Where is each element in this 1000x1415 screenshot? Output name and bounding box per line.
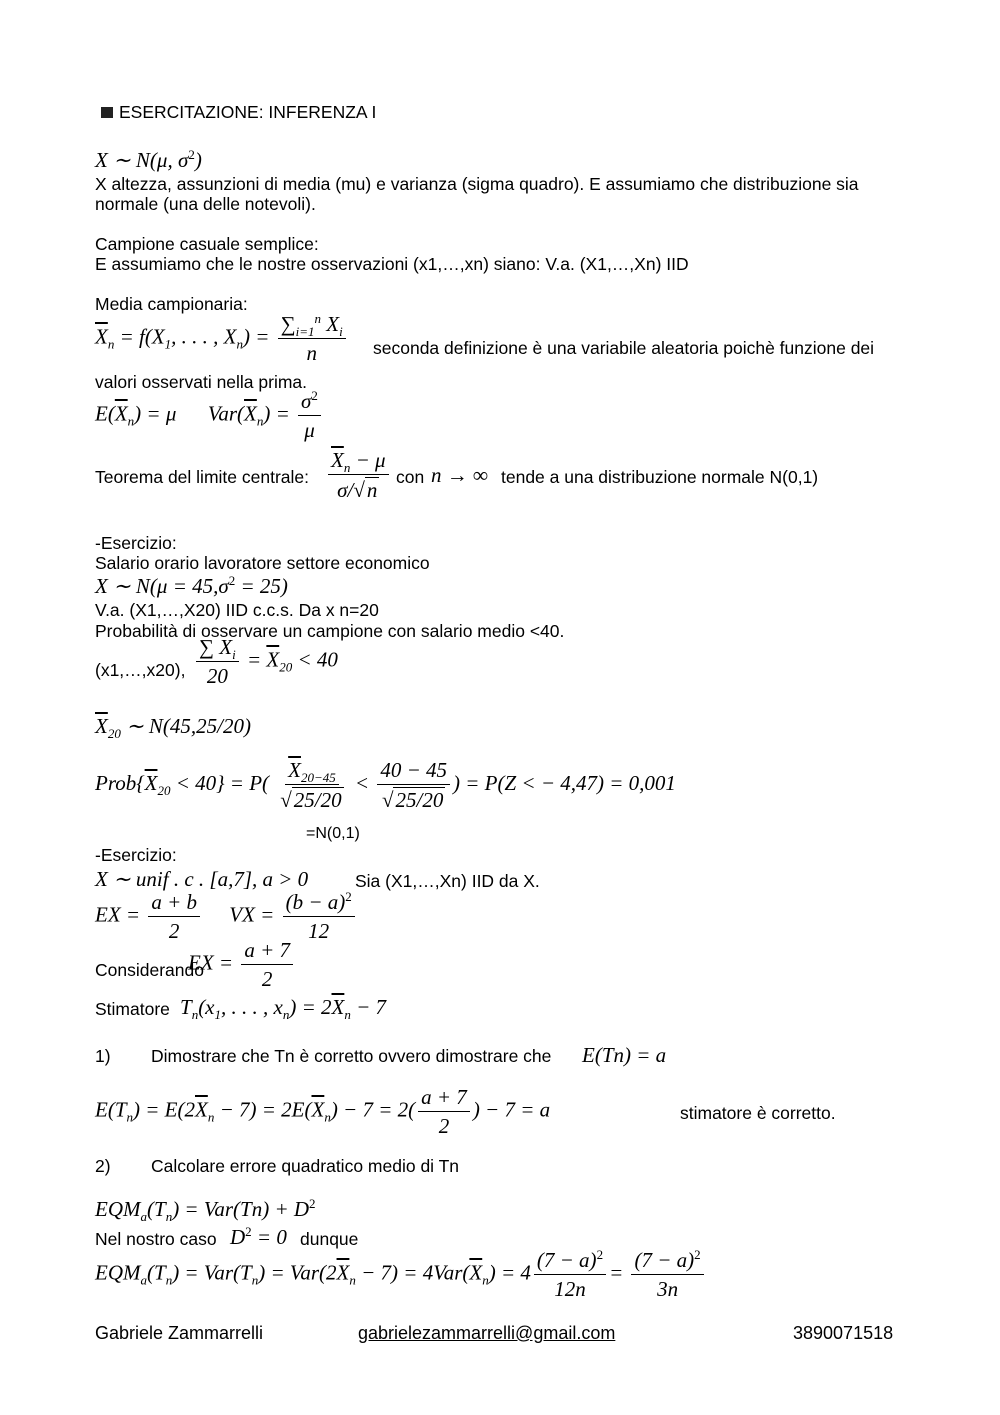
- stimatore-label: Stimatore: [95, 999, 170, 1019]
- formula-step-1-target: E(Tn) = a: [582, 1043, 667, 1067]
- n01-note: =N(0,1): [306, 825, 360, 842]
- footer-phone: 3890071518: [793, 1323, 894, 1343]
- formula-tlc-fraction: $\frac{\overline{X}_n - \mu}{\sigma/√n}$: [325, 448, 392, 502]
- step-1-text: Dimostrare che Tn è corretto ovvero dimostrare che: [151, 1046, 552, 1066]
- step-1-conclusion: stimatore è corretto.: [680, 1103, 836, 1123]
- step-1-number: 1): [95, 1046, 111, 1066]
- formula-tlc-limit: n → ∞: [431, 463, 488, 487]
- formula-expectation-variance: $E(\overline{X}_n) = \mu$ $Var(\overline{X}_n)$ = $\frac{\sigma^2}{\mu}$: [95, 389, 324, 442]
- formula-probability: $Prob\{\overline{X}_{20} < 40\} = P$( $\frac{\overline{X}_{20-45}}{√25/20}$ < $\frac{40 - 45}{√25/20}$ ) = P(Z < − 4,47) = 0,001: [95, 758, 676, 813]
- formula-eqm-definition: $EQM_a(T_n) = Var(Tn) + D^2$: [95, 1196, 316, 1225]
- footer-email-link[interactable]: gabrielezammarrelli@gmail.com: [358, 1323, 616, 1343]
- considerando-label: Considerando: [95, 960, 204, 980]
- section-title: [101, 102, 376, 122]
- campione-text: E assumiamo che le nostre osservazioni (x1,…,xn) siano: V.a. (X1,…,Xn) IID: [95, 254, 689, 274]
- campione-heading: Campione casuale semplice:: [95, 234, 319, 254]
- exercise-1-heading: -Esercizio:: [95, 533, 177, 553]
- formula-media-campionaria: $\overline{X}_n = f(X_1$, . . . , $X_n$) = $\frac{\sum_{i=1}^n X_i}{n}$: [95, 312, 349, 365]
- intro-text-line-1: X altezza, assunzioni di media (mu) e varianza (sigma quadro). E assumiamo che distribuzione sia: [95, 174, 859, 194]
- square-bullet-icon: [101, 107, 113, 118]
- formula-step-1-proof: $E(T_n) = E(2\overline{X}_n - 7) = 2E(\overline{X}_n) - 7 = 2$( $\frac{a + 7}{2}$ ) − 7 = a: [95, 1085, 551, 1139]
- formula-ex-vx: EX = $\frac{a + b}{2}$ VX = $\frac{(b - a)^2}{12}$: [95, 890, 358, 943]
- probability-result: ) = P(Z < − 4,47) = 0,001: [452, 770, 676, 795]
- formula-sample-mean-20: $\frac{\sum X_i}{20}$ = $\overline{X}_{20} < 40$: [193, 635, 338, 688]
- tlc-con: con: [396, 467, 425, 487]
- formula-distribution: X ∼ N(μ, $\sigma^2$): [95, 147, 202, 172]
- exercise-1-line-3: Probabilità di osservare un campione con salario medio <40.: [95, 621, 565, 641]
- formula-salary-distribution: X ∼ $N(\mu = 45,\sigma^2 = 25)$: [95, 573, 288, 598]
- formula-d-squared: $D^2 = 0$: [230, 1224, 287, 1249]
- media-heading: Media campionaria:: [95, 294, 248, 314]
- nel-caso-label: Nel nostro caso: [95, 1229, 217, 1249]
- exercise-1-sample: (x1,…,x20),: [95, 660, 186, 680]
- formula-uniform: X ∼ unif . c . [a,7], a > 0: [95, 867, 309, 891]
- exercise-1-line-1: Salario orario lavoratore settore economico: [95, 553, 430, 573]
- formula-stimatore: $T_n(x_1$, . . . , $x_n) = 2\overline{X}_n - 7$: [180, 995, 387, 1023]
- tlc-label: Teorema del limite centrale:: [95, 467, 309, 487]
- step-2-text: Calcolare errore quadratico medio di Tn: [151, 1156, 460, 1176]
- exercise-2-heading: -Esercizio:: [95, 845, 177, 865]
- formula-eqm-result: $EQM_a(T_n) = Var(T_n) = Var(2\overline{X}_n - 7) = 4Var(\overline{X}_n) = 4$ $\frac{(7 - a)^2}{12n}$ = $\frac{(7 - a)^2}{3n}$: [95, 1248, 707, 1301]
- media-desc-line-1: seconda definizione è una variabile aleatoria poichè funzione dei: [373, 338, 875, 358]
- exercise-2-sia: Sia (X1,…,Xn) IID da X.: [355, 871, 540, 891]
- exercise-1-line-2: V.a. (X1,…,X20) IID c.c.s. Da x n=20: [95, 600, 379, 620]
- media-desc-line-2: valori osservati nella prima.: [95, 372, 308, 392]
- formula-considerando: EX = $\frac{a + 7}{2}$: [188, 938, 296, 991]
- footer-name: Gabriele Zammarrelli: [95, 1323, 264, 1343]
- dunque-label: dunque: [300, 1229, 359, 1249]
- section-title-text: ESERCITAZIONE: INFERENZA I: [119, 102, 377, 122]
- formula-mean-distribution-20: $\overline{X}_{20}$ ∼ N(45,25/20): [95, 714, 252, 742]
- intro-text-line-2: normale (una delle notevoli).: [95, 194, 316, 214]
- step-2-number: 2): [95, 1156, 111, 1176]
- tlc-tail: tende a una distribuzione normale N(0,1): [501, 467, 819, 487]
